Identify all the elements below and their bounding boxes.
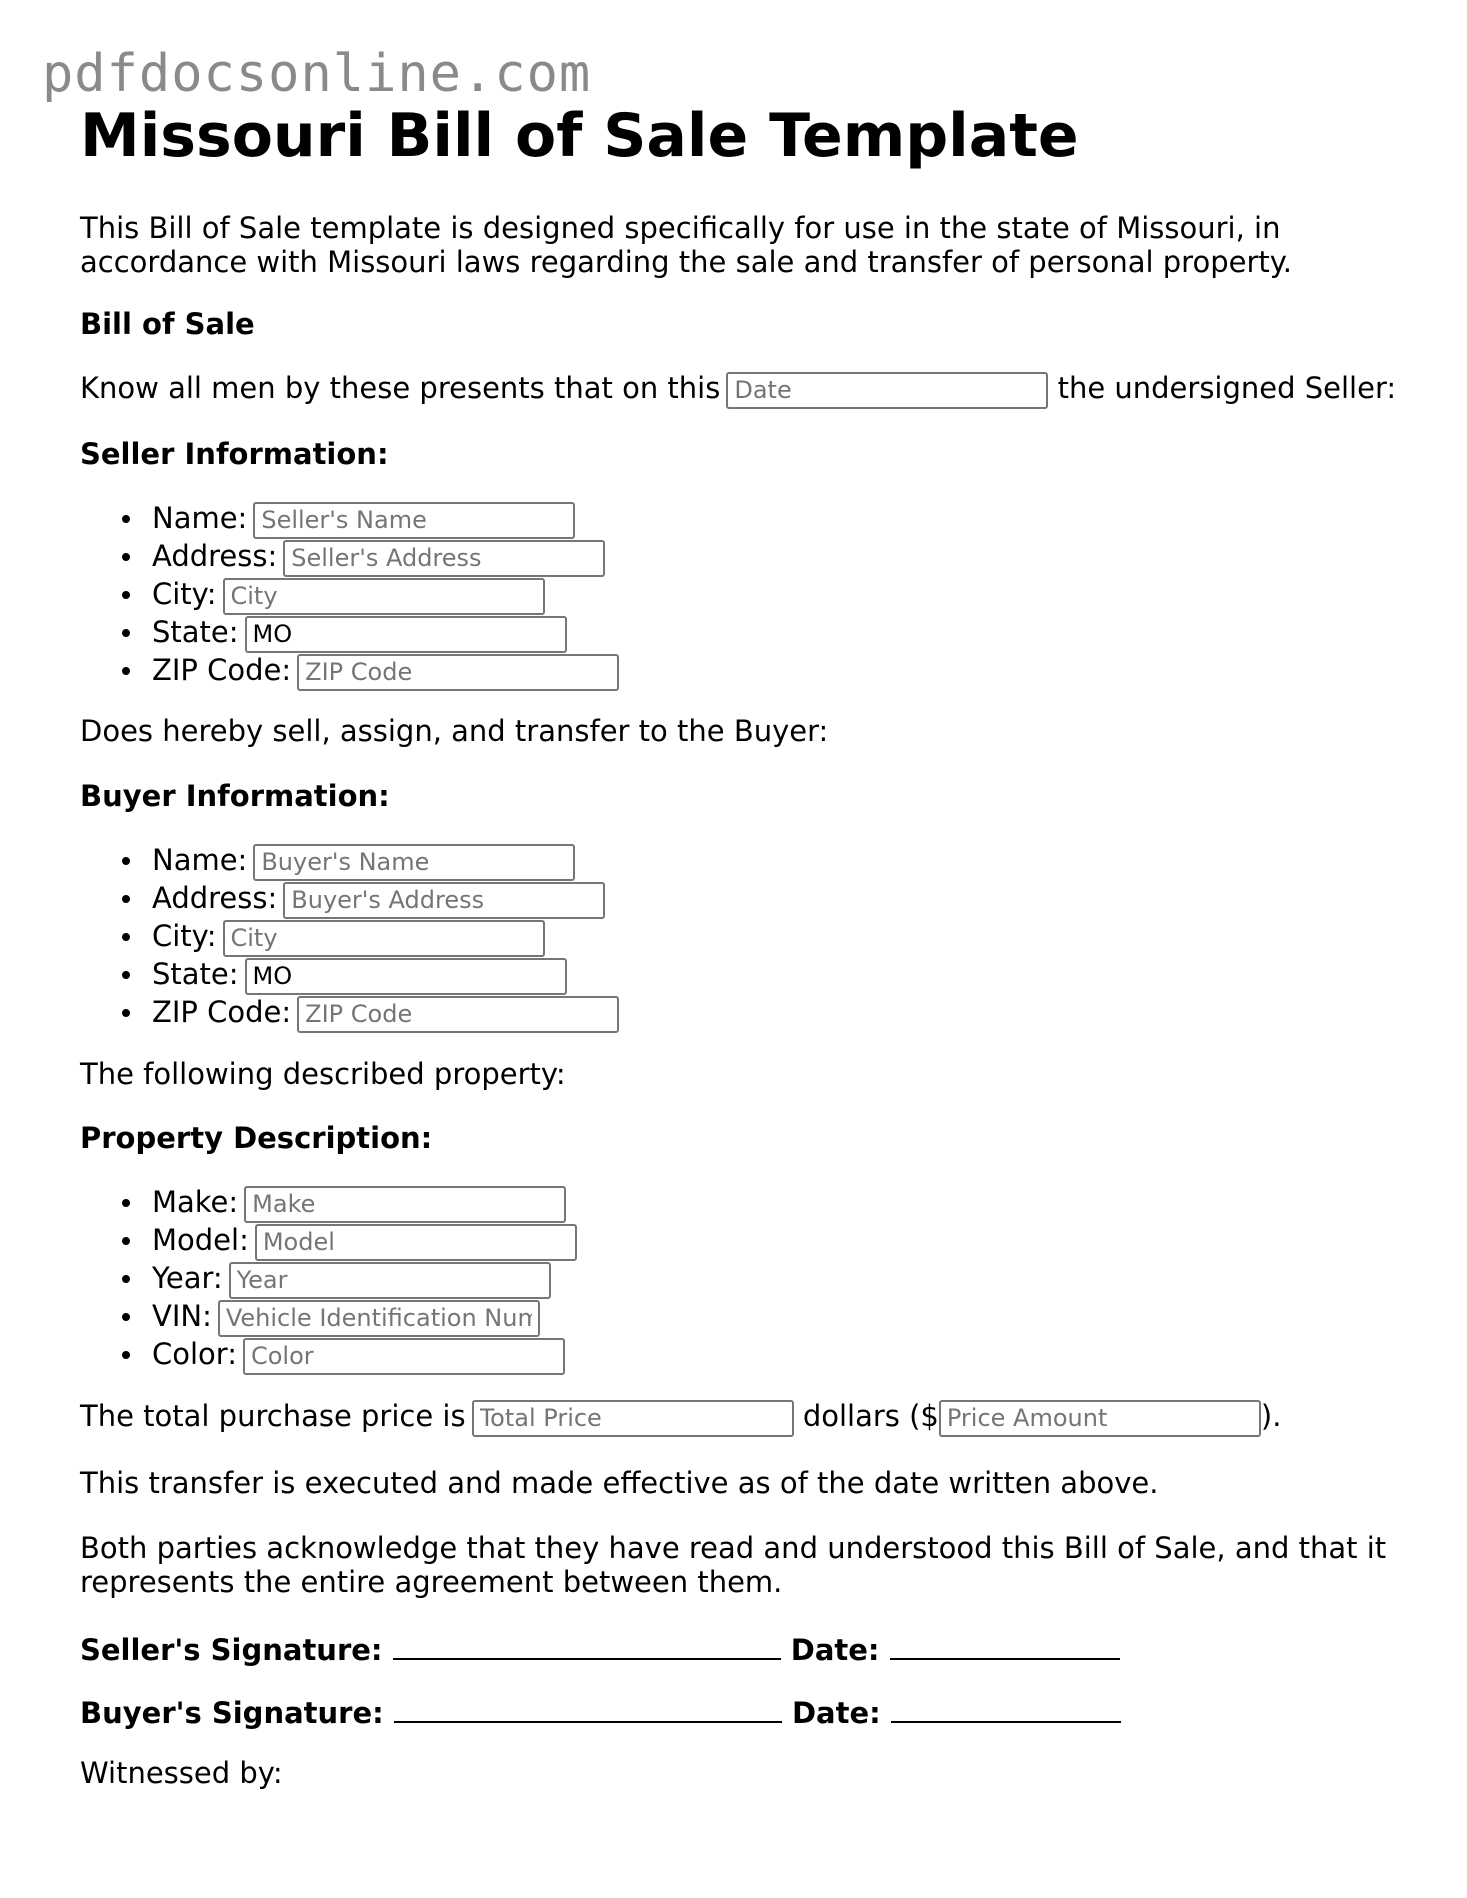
list-item — [80, 1221, 577, 1259]
seller-date-label: Date: — [790, 1633, 880, 1667]
buyer-info-list — [80, 841, 619, 1031]
know-all-line — [80, 369, 1396, 409]
seller-state-label: State: — [152, 615, 239, 649]
buyer-state-input[interactable] — [245, 958, 567, 995]
color-input[interactable] — [243, 1338, 565, 1375]
list-item — [80, 651, 619, 689]
list-item — [80, 1297, 577, 1335]
year-input[interactable] — [229, 1262, 551, 1299]
seller-city-input[interactable] — [223, 578, 545, 615]
buyer-zip-input[interactable] — [297, 996, 619, 1033]
know-all-before: Know all men by these presents that on this — [80, 371, 721, 405]
page-title: Missouri Bill of Sale Template — [80, 101, 1079, 171]
buyer-name-input[interactable] — [253, 844, 575, 881]
sale-date-input[interactable] — [726, 372, 1048, 409]
price-after: ). — [1260, 1399, 1282, 1433]
buyer-address-label: Address: — [152, 881, 278, 915]
buyer-signature-label: Buyer's Signature: — [80, 1696, 384, 1730]
seller-zip-label: ZIP Code: — [152, 653, 292, 687]
vin-label: VIN: — [152, 1299, 212, 1333]
model-label: Model: — [152, 1223, 249, 1257]
bill-of-sale-heading: Bill of Sale — [80, 307, 255, 341]
effective-text: This transfer is executed and made effective as of the date written above. — [80, 1466, 1159, 1500]
price-middle: dollars ($ — [802, 1399, 939, 1433]
list-item — [80, 1259, 577, 1297]
buyer-city-label: City: — [152, 919, 217, 953]
total-price-input[interactable] — [472, 1400, 794, 1437]
price-amount-input[interactable] — [939, 1400, 1261, 1437]
color-label: Color: — [152, 1337, 237, 1371]
make-label: Make: — [152, 1185, 239, 1219]
seller-signature-line — [80, 1628, 1120, 1669]
list-item — [80, 993, 619, 1031]
list-item — [80, 955, 619, 993]
buyer-date-label: Date: — [791, 1696, 881, 1730]
witness-text: Witnessed by: — [80, 1756, 283, 1790]
buyer-name-label: Name: — [152, 843, 248, 877]
list-item — [80, 613, 619, 651]
seller-name-label: Name: — [152, 501, 248, 535]
list-item — [80, 575, 619, 613]
seller-info-list — [80, 499, 619, 689]
make-input[interactable] — [244, 1186, 566, 1223]
watermark: pdfdocsonline.com — [42, 44, 592, 104]
buyer-zip-label: ZIP Code: — [152, 995, 292, 1029]
property-heading: Property Description: — [80, 1121, 433, 1155]
seller-state-input[interactable] — [245, 616, 567, 653]
property-list — [80, 1183, 577, 1373]
buyer-address-input[interactable] — [283, 882, 605, 919]
buyer-signature-field[interactable] — [394, 1691, 782, 1723]
price-line — [80, 1397, 1281, 1437]
buyer-date-field[interactable] — [891, 1691, 1121, 1723]
seller-heading: Seller Information: — [80, 437, 389, 471]
vin-input[interactable] — [218, 1300, 540, 1337]
list-item — [80, 879, 619, 917]
price-before: The total purchase price is — [80, 1399, 466, 1433]
know-all-after: the undersigned Seller: — [1057, 371, 1397, 405]
seller-date-field[interactable] — [890, 1628, 1120, 1660]
intro-paragraph: This Bill of Sale template is designed specifically for use in the state of Missouri, in accordance with Missouri laws regarding the sale and transfer of personal property. — [80, 211, 1292, 279]
buyer-state-label: State: — [152, 957, 239, 991]
list-item — [80, 917, 619, 955]
list-item — [80, 841, 619, 879]
seller-zip-input[interactable] — [297, 654, 619, 691]
seller-address-label: Address: — [152, 539, 278, 573]
list-item — [80, 499, 619, 537]
list-item — [80, 537, 619, 575]
seller-signature-label: Seller's Signature: — [80, 1633, 383, 1667]
seller-name-input[interactable] — [253, 502, 575, 539]
seller-city-label: City: — [152, 577, 217, 611]
property-intro: The following described property: — [80, 1057, 566, 1091]
list-item — [80, 1183, 577, 1221]
transfer-text: Does hereby sell, assign, and transfer to the Buyer: — [80, 714, 829, 748]
year-label: Year: — [152, 1261, 223, 1295]
list-item — [80, 1335, 577, 1373]
buyer-city-input[interactable] — [223, 920, 545, 957]
buyer-signature-line — [80, 1691, 1121, 1732]
buyer-heading: Buyer Information: — [80, 779, 390, 813]
acknowledge-text: Both parties acknowledge that they have read and understood this Bill of Sale, and that it represents the entire agreement between them. — [80, 1531, 1387, 1599]
seller-signature-field[interactable] — [393, 1628, 781, 1660]
model-input[interactable] — [255, 1224, 577, 1261]
seller-address-input[interactable] — [283, 540, 605, 577]
